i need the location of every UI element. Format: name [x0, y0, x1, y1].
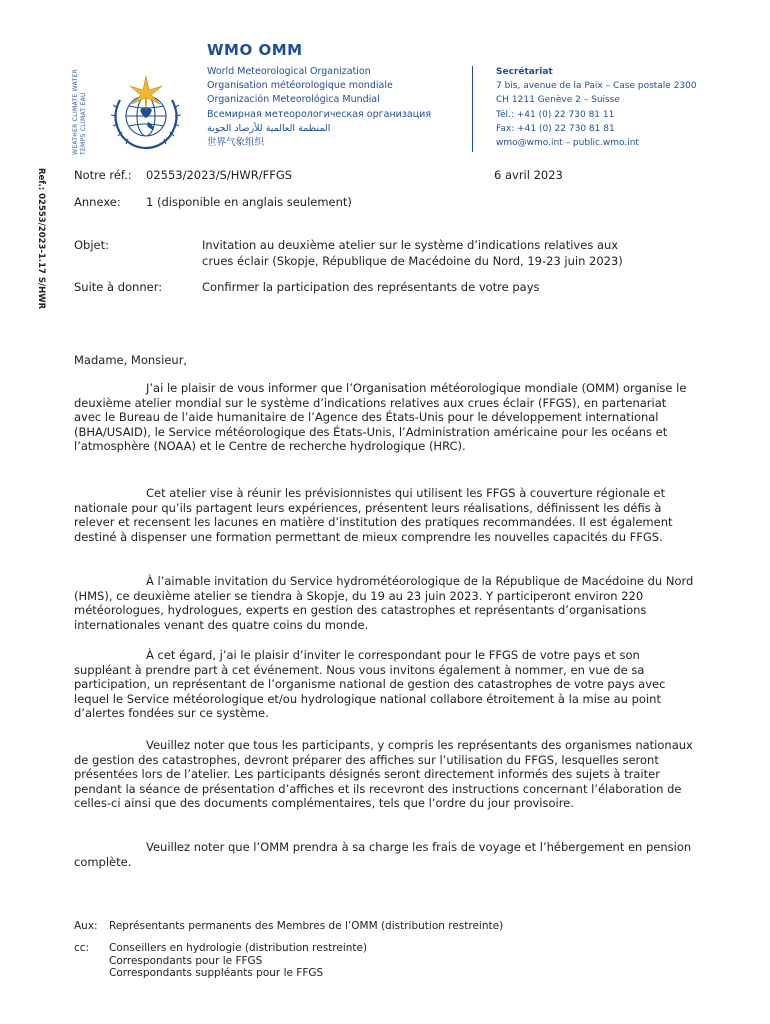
body-paragraph-1	[74, 381, 696, 454]
action-label: Suite à donner:	[74, 280, 163, 294]
annex-label: Annexe:	[74, 195, 121, 209]
secretariat-email[interactable]: wmo@wmo.int – public.wmo.int	[496, 138, 639, 149]
ref-label: Notre réf.:	[74, 168, 132, 182]
cc-item: Correspondants pour le FFGS	[109, 954, 263, 967]
subject-line-1: Invitation au deuxième atelier sur le système d’indications relatives aux	[202, 238, 619, 252]
secretariat-fax: Fax: +41 (0) 22 730 81 81	[496, 123, 615, 134]
org-acronym: WMO OMM	[207, 41, 303, 59]
side-reference: Ref.: 02553/2023-1.17 S/HWR	[36, 168, 46, 310]
side-tagline-line-1: WEATHER CLIMATE WATER	[72, 68, 79, 155]
paragraph-text: À cet égard, j’ai le plaisir d’inviter le correspondant pour le FFGS de votre pays et son suppléant à prendre part à cet événement. Nous vous invitons également à nommer, en vue de sa participation, un représentant de l’organisme national de gestion des catastrophes de votre pays avec lequel le Service météorologique et/ou hydrologique national collabore étroitement à la mise au point d’alertes fondées sur ce système.	[74, 648, 666, 721]
body-paragraph-5	[74, 738, 696, 811]
to-label: Aux:	[74, 920, 98, 932]
body-paragraph-6	[74, 840, 696, 869]
cc-item: Conseillers en hydrologie (distribution restreinte)	[109, 942, 368, 954]
org-names	[207, 65, 431, 150]
side-tagline-line-2: TEMPS CLIMAT EAU	[80, 92, 87, 155]
annex-value: 1 (disponible en anglais seulement)	[146, 195, 352, 209]
body-paragraph-2	[74, 486, 696, 544]
org-name-es: Organización Meteorológica Mundial	[207, 94, 380, 106]
cc-list	[109, 942, 367, 980]
secretariat-address	[496, 65, 697, 150]
wmo-emblem-icon	[104, 70, 188, 154]
paragraph-text: À l’aimable invitation du Service hydrométéorologique de la République de Macédoine du Nord (HMS), ce deuxième atelier se tiendra à Skopje, du 19 au 23 juin 2023. Y participeront environ 220 météorologues, hydrologues, experts en gestion des catastrophes et représentants d’organisations internationales venant des quatre coins du monde.	[74, 574, 694, 632]
side-tagline	[62, 60, 102, 155]
body-paragraph-4	[74, 648, 696, 721]
secretariat-city: CH 1211 Genève 2 – Suisse	[496, 95, 620, 106]
salutation: Madame, Monsieur,	[74, 353, 188, 367]
cc-label: cc:	[74, 942, 90, 954]
secretariat-phone: Tél.: +41 (0) 22 730 81 11	[496, 109, 615, 120]
cc-item: Correspondants suppléants pour le FFGS	[109, 967, 324, 979]
subject-line-2: crues éclair (Skopje, République de Macédoine du Nord, 19-23 juin 2023)	[202, 254, 623, 268]
org-name-ru: Всемирная метеорологическая организация	[207, 108, 432, 120]
body-paragraph-3	[74, 574, 696, 632]
subject-label: Objet:	[74, 238, 110, 252]
org-name-fr: Organisation météorologique mondiale	[207, 80, 393, 92]
action-value: Confirmer la participation des représentants de votre pays	[202, 280, 540, 294]
paragraph-text: Cet atelier vise à réunir les prévisionnistes qui utilisent les FFGS à couverture régionale et nationale pour qu’ils partagent leurs expériences, présentent leurs réalisations, définissent les défis à relever et recensent les lacunes en matière d’institution des pratiques recommandées. Il est également destiné à dispenser une formation permettant de mieux comprendre les nouvelles capacités du FFGS.	[74, 486, 673, 544]
paragraph-text: Veuillez noter que l’OMM prendra à sa charge les frais de voyage et l’hébergement en pension complète.	[74, 840, 692, 869]
org-name-en: World Meteorological Organization	[207, 66, 371, 77]
paragraph-text: Veuillez noter que tous les participants, y compris les représentants des organismes nationaux de gestion des catastrophes, devront préparer des affiches sur l’utilisation du FFGS, lesquelles seront présentées lors de l’atelier. Les participants désignés seront directement informés des sujets à traiter pendant la séance de présentation d’affiches et ils recevront des instructions concernant l’élaboration de celles-ci ainsi que des documents complémentaires, tels que l’ordre du jour provisoire.	[74, 738, 693, 811]
org-name-zh: 世界气象组织	[207, 137, 265, 149]
header-divider	[472, 66, 473, 152]
ref-value: 02553/2023/S/HWR/FFGS	[146, 168, 293, 182]
org-name-ar: المنظمة العالمية للأرصاد الجوية	[207, 122, 331, 134]
secretariat-title: Secrétariat	[496, 67, 553, 77]
to-value: Représentants permanents des Membres de l’OMM (distribution restreinte)	[109, 920, 504, 932]
secretariat-street: 7 bis, avenue de la Paix – Case postale 2300	[496, 81, 697, 92]
letter-date: 6 avril 2023	[494, 168, 563, 182]
paragraph-text: J’ai le plaisir de vous informer que l’Organisation météorologique mondiale (OMM) organise le deuxième atelier mondial sur le système d’indications relatives aux crues éclair (FFGS), en partenariat avec le Bureau de l’aide humanitaire de l’Agence des États-Unis pour le développement international (BHA/USAID), le Service météorologique des États-Unis, l’Administration américaine pour les océans et l’atmosphère (NOAA) et le Centre de recherche hydrologique (HRC).	[74, 381, 687, 454]
